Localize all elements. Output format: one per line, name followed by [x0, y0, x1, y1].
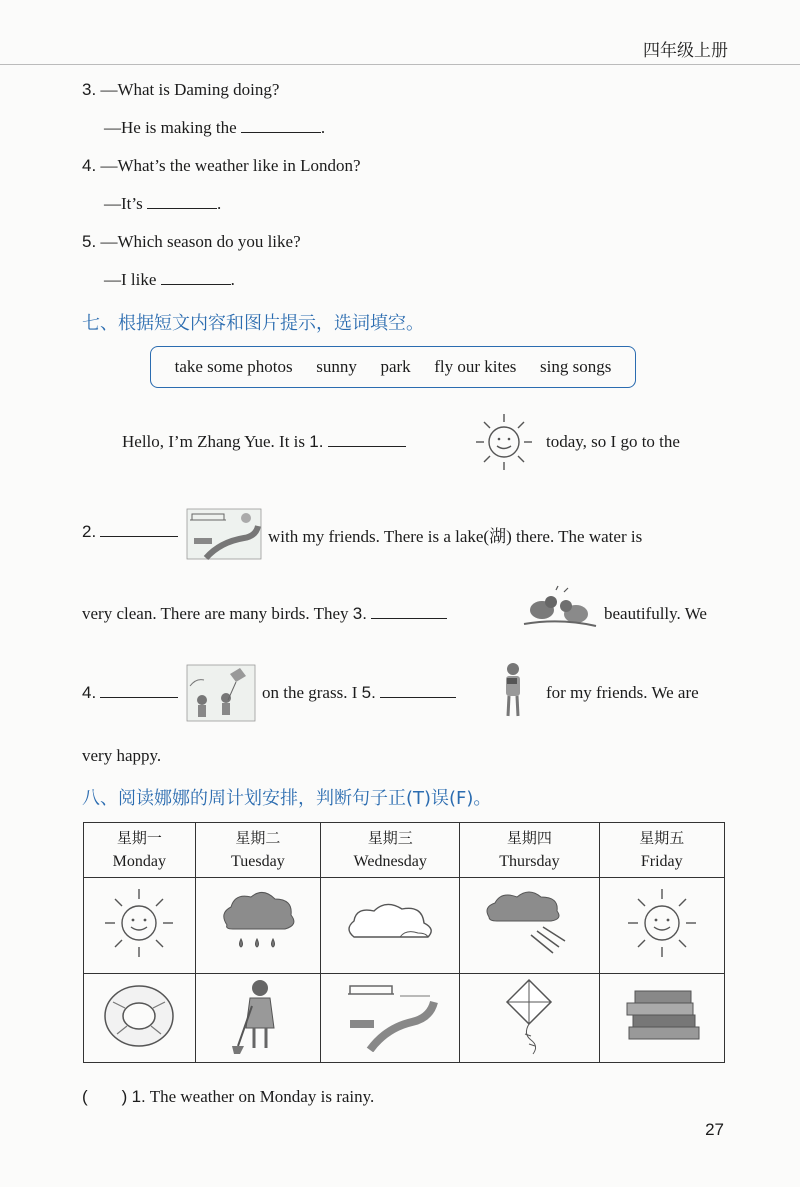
- tf-number: 1.: [131, 1087, 146, 1106]
- day-en: Friday: [640, 853, 683, 870]
- passage-line-4: [82, 683, 178, 703]
- passage-line-5: very happy.: [82, 746, 162, 765]
- day-header: [195, 823, 320, 878]
- kite-flying-icon: [186, 664, 256, 722]
- q5-text: —Which season do you like?: [100, 232, 301, 251]
- blank-number: 2.: [82, 522, 97, 541]
- cloud-icon: [340, 893, 440, 953]
- kite-icon: [499, 976, 559, 1056]
- q5-blank[interactable]: [161, 270, 231, 285]
- blank-5[interactable]: [380, 683, 456, 698]
- blank-3[interactable]: [371, 604, 447, 619]
- blank-number: 3.: [352, 604, 367, 623]
- blank-4[interactable]: [100, 683, 178, 698]
- day-header: [599, 823, 724, 878]
- day-header: [460, 823, 599, 878]
- blank-1[interactable]: [328, 432, 406, 447]
- word-option: fly our kites: [434, 357, 517, 376]
- activity-cell: [195, 974, 320, 1063]
- q5-number: 5.: [82, 232, 97, 251]
- header-divider: [0, 64, 800, 65]
- activity-cell: [321, 974, 460, 1063]
- q3-answer: [104, 118, 325, 138]
- photo-taking-icon: [498, 660, 528, 720]
- day-header: [84, 823, 196, 878]
- day-cn: 星期五: [639, 829, 685, 847]
- passage-line-4b: [262, 683, 456, 703]
- swim-ring-icon: [99, 980, 179, 1052]
- q3-blank[interactable]: [241, 118, 321, 133]
- q4-text: —What’s the weather like in London?: [100, 156, 361, 175]
- activity-row: [84, 974, 725, 1063]
- tf-question-1: [82, 1082, 374, 1107]
- day-cn: 星期二: [235, 829, 281, 847]
- passage-text: on the grass. I: [262, 683, 358, 702]
- day-en: Monday: [112, 853, 166, 870]
- q4-answer: [104, 194, 221, 214]
- passage-line-1b: today, so I go to the: [546, 432, 680, 451]
- section8-title: 八、阅读娜娜的周计划安排，判断句子正(T)误(F)。: [82, 788, 492, 809]
- passage-line-1: [122, 432, 406, 452]
- q5-answer-text: —I like: [104, 270, 157, 289]
- weather-cell: [321, 878, 460, 974]
- q4-number: 4.: [82, 156, 97, 175]
- activity-cell: [84, 974, 196, 1063]
- park-icon: [186, 508, 262, 560]
- day-en: Tuesday: [231, 853, 285, 870]
- q3-answer-text: —He is making the: [104, 118, 237, 137]
- grade-label: 四年级上册: [643, 41, 728, 61]
- day-cn: 星期一: [116, 829, 162, 847]
- day-cn: 星期四: [506, 829, 552, 847]
- weather-cell: [460, 878, 599, 974]
- passage-line-4c: for my friends. We are: [546, 683, 699, 702]
- page-number: 27: [705, 1120, 724, 1139]
- blank-2[interactable]: [100, 522, 178, 537]
- period: .: [320, 118, 326, 137]
- day-header: [321, 823, 460, 878]
- word-option: sing songs: [540, 357, 612, 376]
- answer-paren[interactable]: ( ): [82, 1087, 128, 1106]
- q4-question: [82, 156, 361, 176]
- singing-birds-icon: [520, 584, 600, 632]
- weekly-plan-table: [83, 822, 725, 1063]
- q3-question: [82, 80, 279, 100]
- passage-text: Hello, I’m Zhang Yue. It is: [122, 432, 306, 451]
- weather-cell: [195, 878, 320, 974]
- q5-question: [82, 232, 301, 252]
- passage-line-2: [82, 522, 178, 542]
- passage-line-3b: beautifully. We: [604, 604, 707, 623]
- sweeping-girl-icon: [228, 976, 288, 1056]
- weather-row: [84, 878, 725, 974]
- passage-line-2b: with my friends. There is a lake(湖) there. The water is: [268, 527, 643, 546]
- blank-number: 1.: [309, 432, 324, 451]
- blank-number: 5.: [361, 683, 376, 702]
- word-option: park: [380, 357, 411, 376]
- sun-icon: [466, 410, 542, 474]
- word-bank: [150, 346, 636, 388]
- word-option: sunny: [316, 357, 357, 376]
- period: .: [230, 270, 235, 289]
- tf-text: The weather on Monday is rainy.: [149, 1087, 375, 1106]
- weather-cell: [599, 878, 724, 974]
- section7-title: 七、根据短文内容和图片提示，选词填空。: [82, 313, 424, 334]
- windy-cloud-icon: [479, 883, 579, 963]
- q5-answer: [104, 270, 235, 290]
- park-icon: [340, 980, 440, 1052]
- activity-cell: [599, 974, 724, 1063]
- sun-icon: [622, 883, 702, 963]
- word-option: take some photos: [174, 357, 293, 376]
- q4-answer-text: —It’s: [104, 194, 143, 213]
- passage-text: very clean. There are many birds. They: [82, 604, 349, 623]
- books-icon: [617, 981, 707, 1051]
- blank-number: 4.: [82, 683, 97, 702]
- rain-cloud-icon: [213, 883, 303, 963]
- activity-cell: [460, 974, 599, 1063]
- table-header-row: [84, 823, 725, 878]
- sun-icon: [99, 883, 179, 963]
- q3-number: 3.: [82, 80, 97, 99]
- day-cn: 星期三: [367, 829, 413, 847]
- period: .: [216, 194, 222, 213]
- q4-blank[interactable]: [147, 194, 217, 209]
- passage-line-3: [82, 604, 447, 624]
- q3-text: —What is Daming doing?: [100, 80, 280, 99]
- day-en: Thursday: [499, 853, 560, 870]
- day-en: Wednesday: [353, 853, 427, 870]
- weather-cell: [84, 878, 196, 974]
